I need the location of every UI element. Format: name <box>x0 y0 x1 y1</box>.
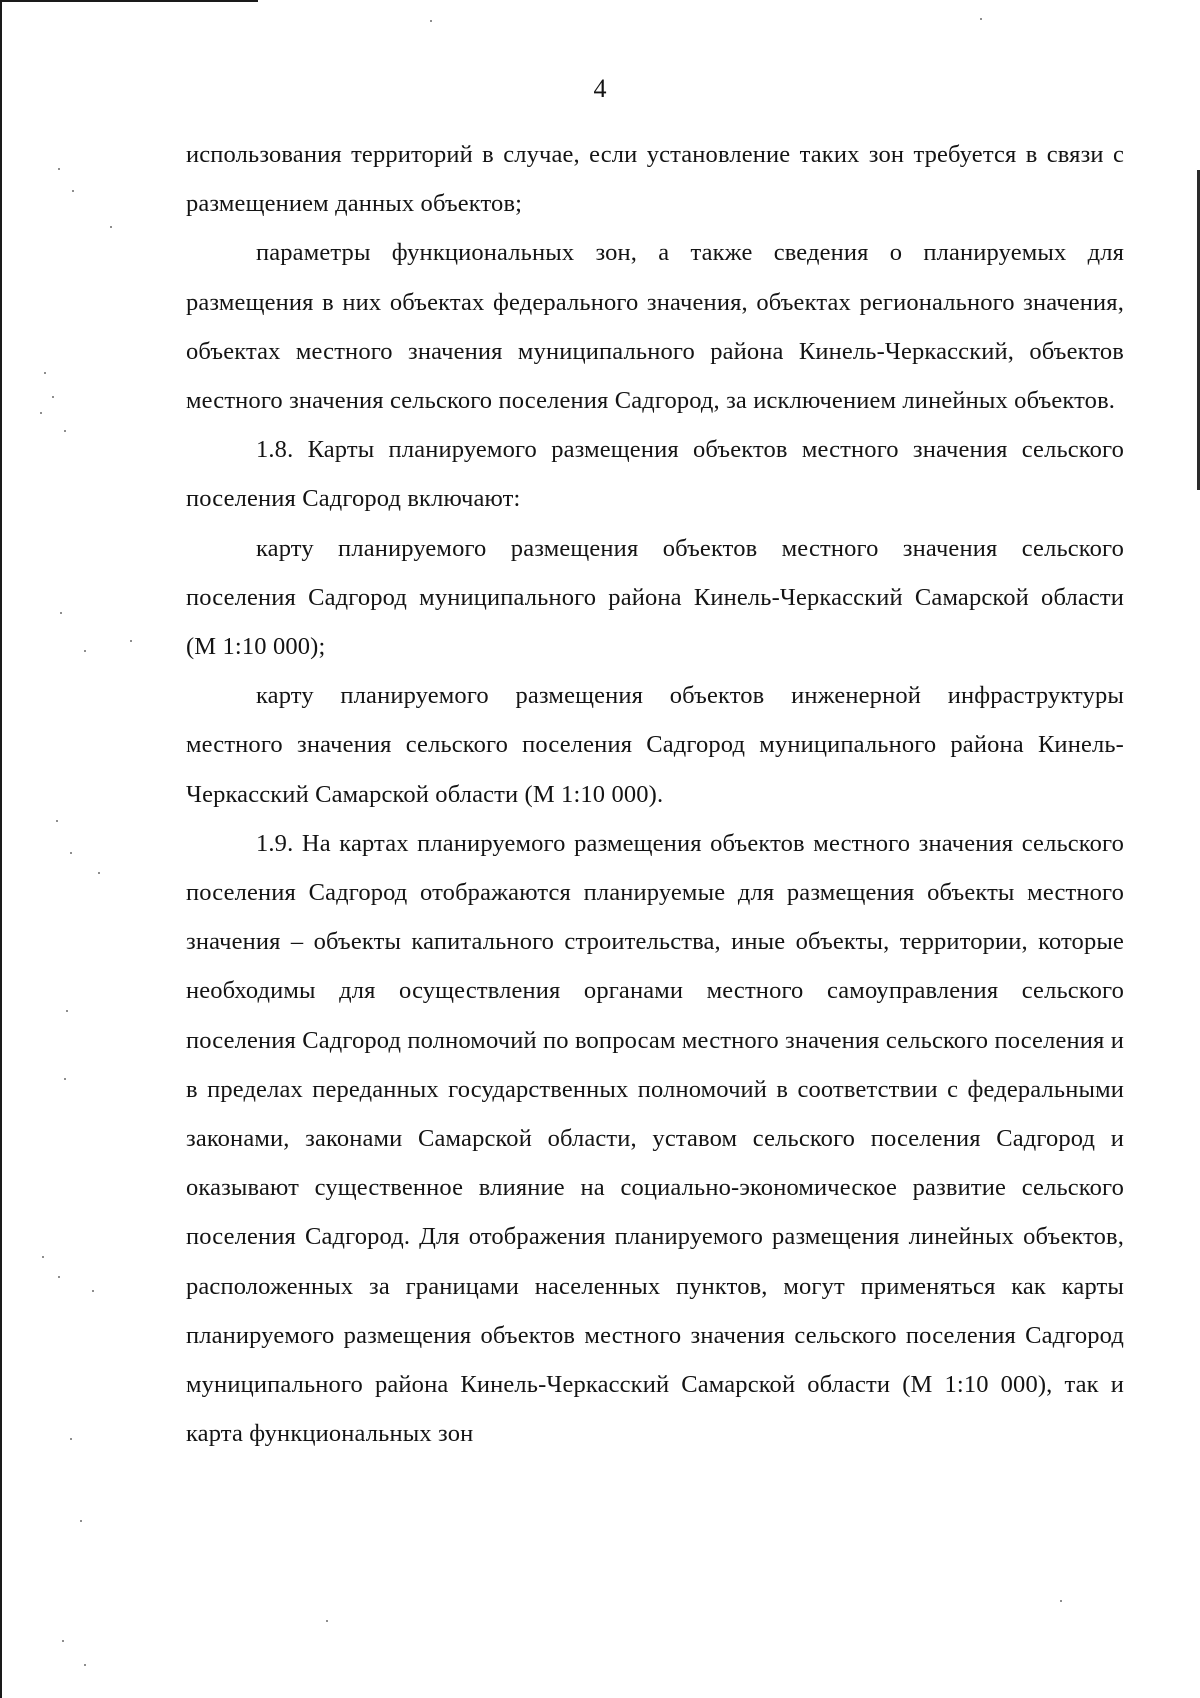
scan-speck <box>56 820 58 822</box>
scan-speck <box>980 18 982 20</box>
scan-speck <box>110 226 112 228</box>
paragraph-map-local-objects: карту планируемого размещения объектов местного значения сельского поселения Садгород муниципального района Кинель-Черкасский Самарской области (М 1:10 000); <box>186 534 1124 661</box>
scan-speck <box>52 396 54 398</box>
paragraph-functional-zones-parameters: параметры функциональных зон, а также сведения о планируемых для размещения в них объектах федерального значения, объектах регионального значения, объектах местного значения муниципального района Кинель-Черкасский, объектов местного значения сельского поселения Садгород, за исключением линейных объектов. <box>186 239 1124 415</box>
paragraph-section-1-9: 1.9. На картах планируемого размещения объектов местного значения сельского поселения Садгород отображаются планируемые для размещения объекты местного значения – объекты капитального строительства, иные объекты, территории, которые необходимы для осуществления органами местного самоуправления сельского поселения Садгород полномочий по вопросам местного значения сельского поселения и в пределах переданных государственных полномочий в соответствии с федеральными законами, законами Самарской области, уставом сельского поселения Садгород и оказывают существенное влияние на социально-экономическое развитие сельского поселения Садгород. Для отображения планируемого размещения линейных объектов, расположенных за границами населенных пунктов, могут применяться как карты планируемого размещения объектов местного значения сельского поселения Садгород муниципального района Кинель-Черкасский Самарской области (М 1:10 000), так и карта функциональных зон <box>186 829 1124 1448</box>
scan-speck <box>130 640 132 642</box>
scan-speck <box>62 1640 64 1642</box>
scan-speck <box>98 872 100 874</box>
scan-speck <box>42 1256 44 1258</box>
paragraph-section-1-8: 1.8. Карты планируемого размещения объектов местного значения сельского поселения Садгород включают: <box>186 436 1124 513</box>
page-number: 4 <box>593 74 607 103</box>
scan-speck <box>58 1276 60 1278</box>
scan-speck <box>72 190 74 192</box>
scan-speck <box>326 1620 328 1622</box>
scan-speck <box>70 1438 72 1440</box>
scan-speck <box>44 372 46 374</box>
scan-edge-left <box>0 0 2 1698</box>
paragraph-zones-continuation: использования территорий в случае, если установление таких зон требуется в связи с размещением данных объектов; <box>186 141 1124 218</box>
scan-speck <box>84 1664 86 1666</box>
scan-speck <box>64 1078 66 1080</box>
scan-speck <box>1060 1600 1062 1602</box>
scan-speck <box>66 1010 68 1012</box>
scan-speck <box>60 612 62 614</box>
scan-speck <box>40 412 42 414</box>
scan-edge-top <box>0 0 258 2</box>
scan-speck <box>84 650 86 652</box>
scan-speck <box>92 1290 94 1292</box>
scan-speck <box>64 430 66 432</box>
paragraph-map-engineering-infrastructure: карту планируемого размещения объектов инженерной инфраструктуры местного значения сельского поселения Садгород муниципального района Кинель-Черкасский Самарской области (М 1:10 000). <box>186 682 1124 808</box>
scan-speck <box>80 1520 82 1522</box>
scan-speck <box>70 852 72 854</box>
scan-speck <box>430 20 432 22</box>
scan-speck <box>58 168 60 170</box>
document-body <box>186 130 1124 1458</box>
